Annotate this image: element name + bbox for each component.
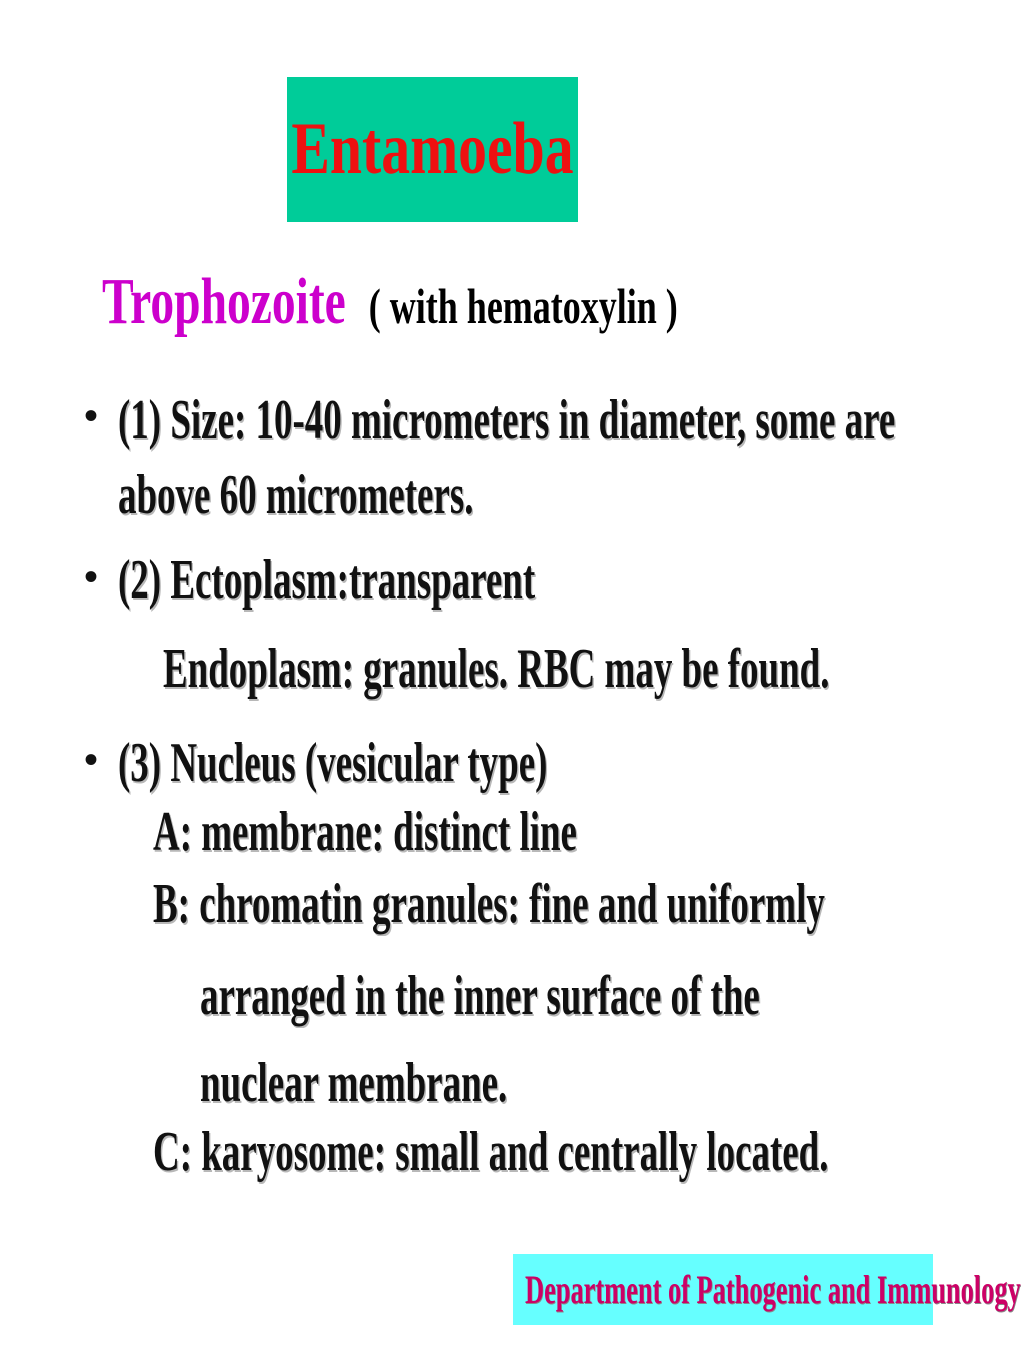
- bullet-marker: •: [84, 737, 99, 782]
- footer-banner: [513, 1254, 1021, 1325]
- footer-label: Department of Pathogenic and Immunology: [525, 1267, 1021, 1312]
- bullet-marker: •: [84, 554, 99, 599]
- title-banner: [287, 77, 578, 222]
- subtitle-note: ( with hematoxylin ): [368, 278, 678, 334]
- subtitle: [102, 264, 678, 340]
- bullet-3-line-3: B: chromatin granules: fine and uniformly: [153, 873, 825, 935]
- bullet-3-line-6: C: karyosome: small and centrally located.: [153, 1121, 829, 1183]
- bullet-3-line-1: (3) Nucleus (vesicular type): [118, 732, 548, 794]
- bullet-3-line-5: nuclear membrane.: [200, 1052, 508, 1114]
- bullet-1-line-1: (1) Size: 10-40 micrometers in diameter, some are: [118, 389, 896, 451]
- bullet-2-line-1: (2) Ectoplasm:transparent: [118, 549, 536, 611]
- bullet-3-line-2: A: membrane: distinct line: [153, 801, 577, 863]
- bullet-1-line-2: above 60 micrometers.: [118, 464, 474, 526]
- subtitle-main: Trophozoite: [102, 265, 346, 338]
- slide-title: Entamoeba: [291, 108, 574, 190]
- bullet-marker: •: [84, 393, 99, 438]
- bullet-2-line-2: Endoplasm: granules. RBC may be found.: [163, 638, 830, 700]
- bullet-3-line-4: arranged in the inner surface of the: [200, 965, 760, 1027]
